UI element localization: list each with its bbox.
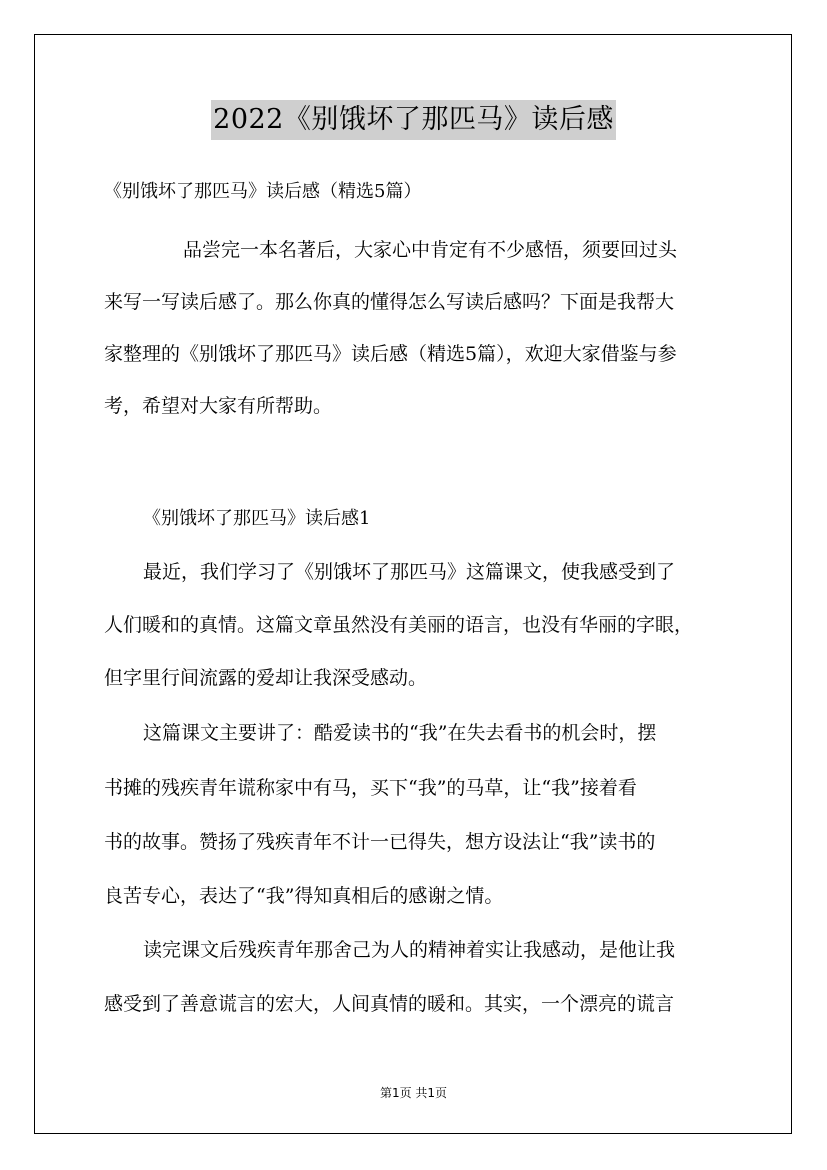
body-line: 但字里行间流露的爱却让我深受感动。 xyxy=(104,667,428,689)
section-heading: 《别饿坏了那匹马》读后感1 xyxy=(143,508,371,529)
intro-line: 品尝完一本名著后，大家心中肯定有不少感悟，须要回过头 xyxy=(183,239,678,261)
intro-line: 来写一写读后感了。那么你真的懂得怎么写读后感吗？下面是我帮大 xyxy=(104,291,675,313)
document-subtitle: 《别饿坏了那匹马》读后感（精选5篇） xyxy=(104,181,422,202)
body-line: 书的故事。赞扬了残疾青年不计一已得失，想方设法让“我”读书的 xyxy=(104,831,656,853)
intro-line: 家整理的《别饿坏了那匹马》读后感（精选5篇），欢迎大家借鉴与参 xyxy=(104,343,677,365)
body-line: 这篇课文主要讲了：酷爱读书的“我”在失去看书的机会时，摆 xyxy=(143,722,657,744)
page-footer: 第1页 共1页 xyxy=(379,1086,448,1100)
title-container xyxy=(0,100,827,140)
document-title: 2022《别饿坏了那匹马》读后感 xyxy=(211,100,616,140)
body-line: 人们暖和的真情。这篇文章虽然没有美丽的语言，也没有华丽的字眼， xyxy=(104,614,694,636)
intro-line: 考，希望对大家有所帮助。 xyxy=(104,395,333,417)
body-line: 最近，我们学习了《别饿坏了那匹马》这篇课文，使我感受到了 xyxy=(143,561,676,583)
body-line: 读完课文后残疾青年那舍己为人的精神着实让我感动，是他让我 xyxy=(143,939,676,961)
body-line: 良苦专心，表达了“我”得知真相后的感谢之情。 xyxy=(104,885,504,907)
body-line: 感受到了善意谎言的宏大，人间真情的暖和。其实，一个漂亮的谎言 xyxy=(104,993,675,1015)
body-line: 书摊的残疾青年谎称家中有马，买下“我”的马草，让“我”接着看 xyxy=(104,777,637,799)
